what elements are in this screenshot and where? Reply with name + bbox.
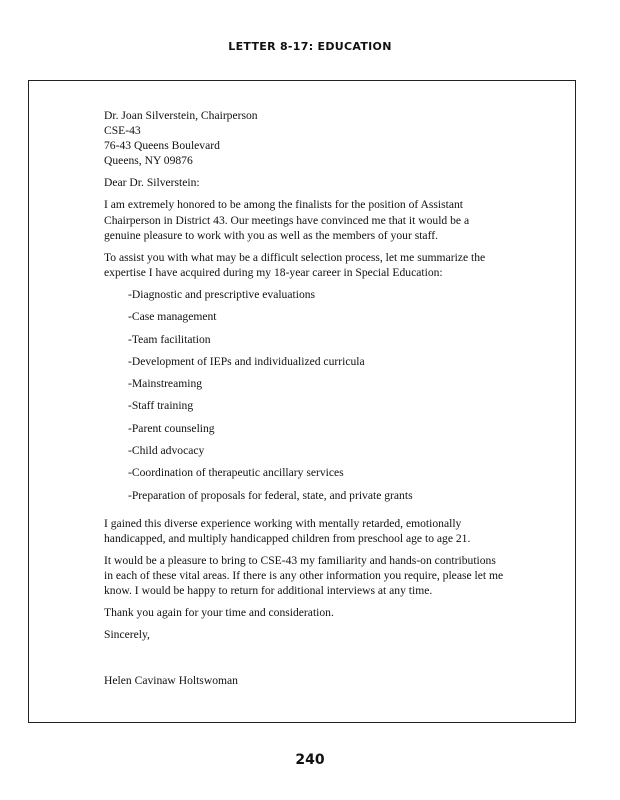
list-item: -Mainstreaming (128, 377, 203, 391)
expertise-list (104, 287, 504, 510)
recipient-address (104, 108, 504, 168)
address-line: 76-43 Queens Boulevard (104, 139, 220, 153)
list-item: -Development of IEPs and individualized curricula (128, 354, 365, 368)
paragraph-contribution: It would be a pleasure to bring to CSE-43 my familiarity and hands-on contributions in each of these vital areas. If there is any other information you require, please let me know. I would be happy to return for additional interviews at any time. (104, 554, 504, 598)
letter-body (104, 108, 504, 695)
paragraph-experience: I gained this diverse experience working with mentally retarded, emotionally handicapped, and multiply handicapped children from preschool age to age 21. (104, 516, 471, 545)
list-item: -Team facilitation (128, 332, 211, 346)
list-item: -Staff training (128, 399, 194, 413)
list-item: -Coordination of therapeutic ancillary services (128, 466, 344, 480)
address-line: Dr. Joan Silverstein, Chairperson (104, 109, 258, 122)
salutation: Dear Dr. Silverstein: (104, 176, 200, 190)
paragraph-intro: I am extremely honored to be among the finalists for the position of Assistant Chairperson in District 43. Our meetings have convinced me that it would be a genuine pleasure to work with you as well as the members of your staff. (104, 198, 470, 242)
list-item: -Diagnostic and prescriptive evaluations (128, 287, 316, 301)
paragraph-thanks: Thank you again for your time and consideration. (104, 606, 334, 620)
list-item: -Preparation of proposals for federal, state, and private grants (128, 488, 413, 502)
page-number: 240 (295, 752, 325, 768)
address-line: Queens, NY 09876 (104, 154, 193, 168)
list-item: -Case management (128, 310, 217, 324)
list-item: -Parent counseling (128, 421, 215, 435)
paragraph-expertise: To assist you with what may be a difficult selection process, let me summarize the expertise I have acquired during my 18-year career in Special Education: (104, 250, 486, 279)
closing: Sincerely, (104, 628, 150, 642)
list-item: -Child advocacy (128, 444, 205, 458)
address-line: CSE-43 (104, 124, 141, 138)
signature: Helen Cavinaw Holtswoman (104, 673, 238, 687)
page-header-title: LETTER 8-17: EDUCATION (228, 40, 392, 53)
